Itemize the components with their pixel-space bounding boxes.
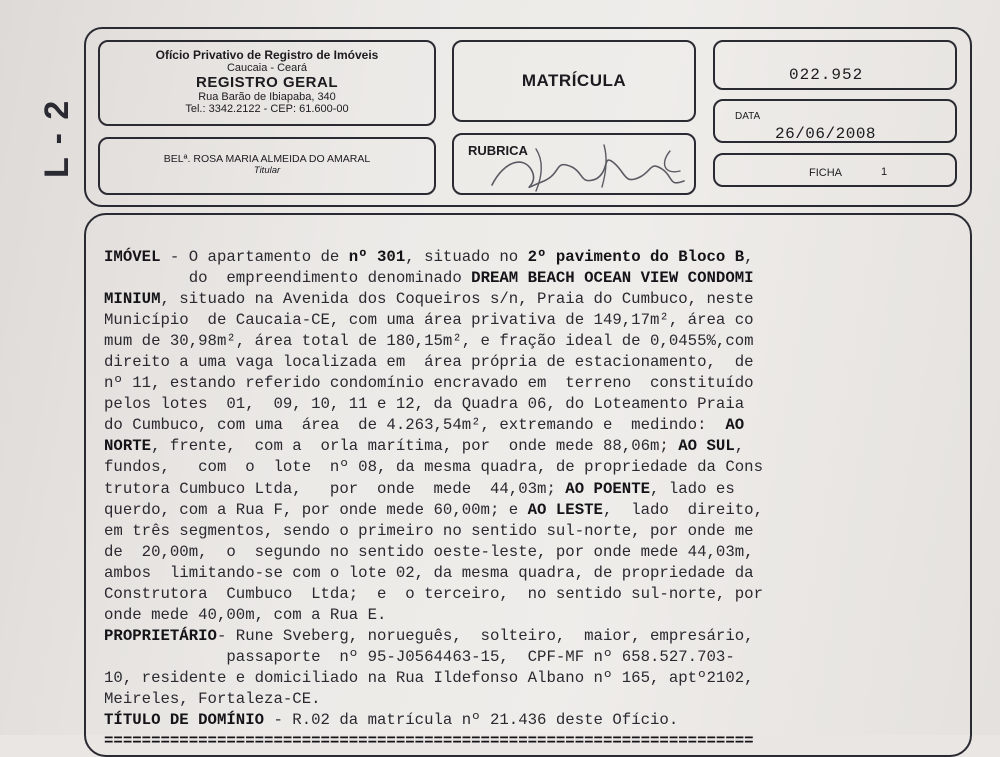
bold-text-segment: AO SUL — [678, 437, 735, 456]
matricula-number-box — [713, 40, 957, 90]
matricula-box — [452, 40, 696, 122]
text-line — [104, 436, 954, 457]
text-segment: passaporte nº 95-J0564463-15, CPF-MF nº 658.527.703- — [104, 647, 735, 666]
matricula-number: 022.952 — [789, 66, 864, 84]
text-segment: , situado no — [405, 248, 528, 266]
office-contact: Tel.: 3342.2122 - CEP: 61.600-00 — [185, 103, 349, 115]
text-segment: ambos limitando-se com o lote 02, da mesma quadra, de propriedade da — [104, 563, 754, 582]
text-segment: , lado direito, — [602, 500, 763, 519]
text-line — [104, 247, 954, 268]
text-segment: , lado es — [650, 479, 735, 498]
text-segment: Município de Caucaia-CE, com uma área privativa de 149,17m², área co — [104, 311, 754, 330]
date-value: 26/06/2008 — [775, 125, 877, 143]
bold-text-segment: NORTE — [104, 437, 152, 456]
text-segment: do empreendimento denominado — [104, 269, 472, 288]
text-segment: trutora Cumbuco Ltda, por onde mede 44,03m; — [104, 479, 566, 498]
text-line — [104, 479, 954, 500]
text-segment: direito a uma vaga localizada em área própria de estacionamento, de — [104, 353, 754, 372]
text-segment: fundos, com o lote nº 08, da mesma quadra, de propriedade da Cons — [104, 458, 763, 477]
bold-text-segment: ===================================================================== — [104, 732, 754, 751]
text-segment: pelos lotes 01, 09, 10, 11 e 12, da Quadra 06, do Loteamento Praia — [104, 395, 745, 414]
text-segment: querdo, com a Rua F, por onde mede 60,00m; e — [104, 500, 528, 519]
text-segment: - R.02 da matrícula nº 21.436 deste Ofício. — [264, 711, 679, 730]
titular-box — [98, 137, 436, 195]
ficha-value: 1 — [881, 166, 888, 178]
office-box — [98, 40, 436, 126]
office-city: Caucaia - Ceará — [226, 62, 308, 74]
text-segment: , — [734, 437, 745, 456]
text-segment: , situado na Avenida dos Coqueiros s/n, Praia do Cumbuco, neste — [160, 290, 754, 309]
rubrica-label: RUBRICA — [468, 143, 528, 158]
text-line — [104, 521, 954, 542]
bold-text-segment: MINIUM — [104, 290, 161, 309]
bold-text-segment: AO — [725, 416, 745, 435]
text-line — [104, 352, 954, 373]
text-segment: onde mede 40,00m, com a Rua E. — [104, 605, 387, 624]
bold-text-segment: DREAM BEACH OCEAN VIEW CONDOMI — [471, 269, 754, 288]
text-segment: , — [744, 248, 754, 266]
text-line — [104, 542, 954, 563]
bold-text-segment: nº 301 — [348, 248, 406, 266]
text-line — [104, 605, 954, 626]
text-line — [104, 584, 954, 605]
text-line — [104, 394, 954, 415]
date-box — [713, 99, 957, 143]
registry-title: REGISTRO GERAL — [195, 74, 338, 91]
office-name: Ofício Privativo de Registro de Imóveis — [155, 48, 379, 62]
ficha-label: FICHA — [809, 167, 842, 179]
text-line — [104, 415, 954, 436]
text-line — [104, 268, 954, 289]
text-line — [104, 373, 954, 394]
text-line — [104, 731, 954, 752]
text-segment: , frente, com a orla marítima, por onde mede 88,06m; — [151, 437, 679, 456]
text-segment: mum de 30,98m², área total de 180,15m², e fração ideal de 0,0455%,com — [104, 332, 754, 351]
text-line — [104, 289, 954, 310]
text-segment: - O apartamento de — [160, 248, 349, 266]
book-code: L - 2 — [38, 98, 76, 178]
ficha-box — [713, 153, 957, 187]
signature-mark — [484, 141, 694, 195]
text-line — [104, 626, 954, 647]
matricula-title: MATRÍCULA — [521, 71, 627, 90]
text-line — [104, 689, 954, 710]
rubrica-box — [452, 133, 696, 195]
text-line — [104, 457, 954, 478]
office-address: Rua Barão de Ibiapaba, 340 — [198, 91, 336, 103]
property-description — [104, 247, 954, 752]
text-line — [104, 310, 954, 331]
text-segment: Construtora Cumbuco Ltda; e o terceiro, no sentido sul-norte, por — [104, 584, 763, 603]
text-line — [104, 647, 954, 668]
bold-text-segment: 2º pavimento do Bloco B — [527, 248, 745, 266]
text-segment: - Rune Sveberg, norueguês, solteiro, maior, empresário, — [216, 626, 754, 645]
text-segment: de 20,00m, o segundo no sentido oeste-leste, por onde mede 44,03m, — [104, 542, 754, 561]
bold-text-segment: AO LESTE — [527, 500, 603, 519]
text-line — [104, 710, 954, 731]
text-line — [104, 331, 954, 352]
titular-role: Titular — [253, 165, 281, 176]
text-segment: 10, residente e domiciliado na Rua Ildefonso Albano nº 165, aptº2102, — [104, 668, 754, 687]
text-segment: Meireles, Fortaleza-CE. — [104, 689, 321, 708]
text-line — [104, 500, 954, 521]
date-label: DATA — [735, 111, 761, 122]
text-segment: em três segmentos, sendo o primeiro no sentido sul-norte, por onde me — [104, 521, 754, 540]
bold-text-segment: PROPRIETÁRIO — [104, 626, 217, 645]
bold-text-segment: TÍTULO DE DOMÍNIO — [104, 711, 265, 730]
bold-text-segment: IMÓVEL — [104, 248, 161, 266]
text-segment: do Cumbuco, com uma área de 4.263,54m², extremando e medindo: — [104, 416, 726, 435]
titular-name: BELª. ROSA MARIA ALMEIDA DO AMARAL — [163, 153, 371, 165]
text-segment: nº 11, estando referido condomínio encravado em terreno constituído — [104, 374, 754, 393]
text-line — [104, 563, 954, 584]
bold-text-segment: AO POENTE — [565, 479, 651, 498]
text-line — [104, 668, 954, 689]
